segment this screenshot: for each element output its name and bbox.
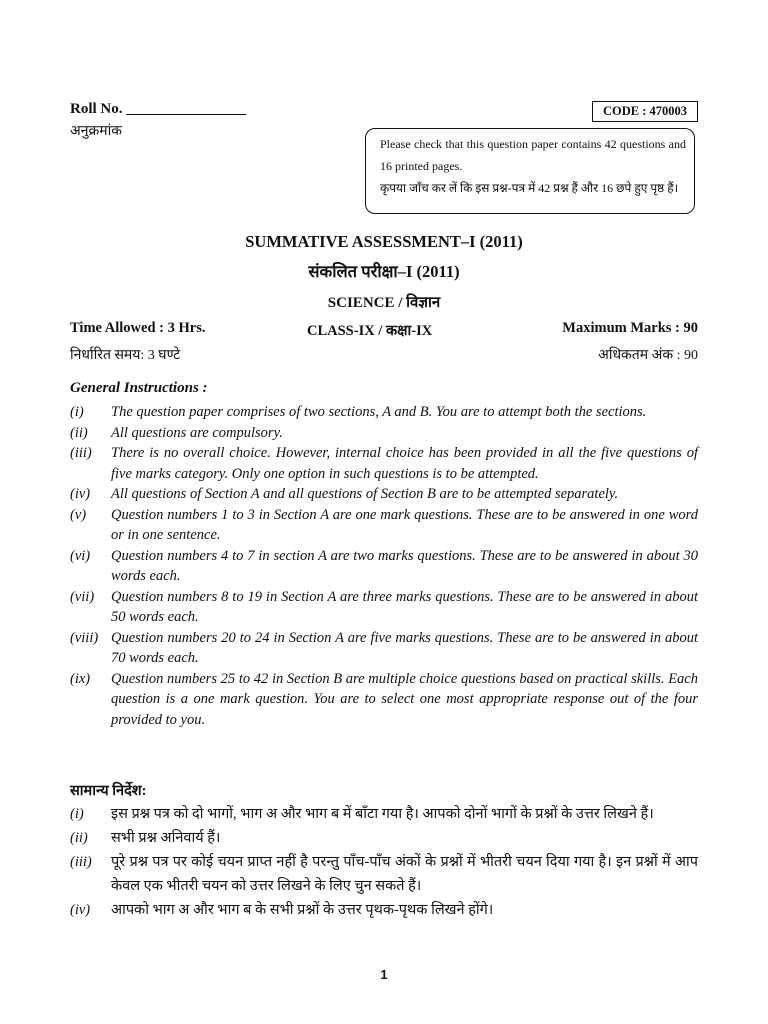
item-text: All questions of Section A and all questions of Section B are to be attempted separately. bbox=[111, 486, 619, 502]
page-check-notice bbox=[365, 128, 695, 214]
hindi-instructions-heading: सामान्य निर्देश: bbox=[70, 783, 147, 799]
item-number: (v) bbox=[70, 506, 87, 523]
list-item bbox=[70, 826, 698, 850]
item-number: (iv) bbox=[70, 486, 91, 502]
list-item bbox=[70, 484, 698, 505]
item-number: (viii) bbox=[70, 629, 99, 646]
page-number: 1 bbox=[380, 967, 388, 982]
list-item bbox=[70, 423, 698, 444]
item-text: There is no overall choice. However, internal choice has been provided in all the five questions of five marks category. Only one option in such questions is to be attempted. bbox=[111, 445, 698, 482]
item-text: पूरे प्रश्न पत्र पर कोई चयन प्राप्त नहीं है परन्तु पाँच-पाँच अंकों के प्रश्नों में भीतरी चयन दिया गया है। इन प्रश्नों में आप केवल एक भीतरी चयन को उत्तर लिखने के लिए चुन सकते हैं। bbox=[111, 854, 698, 894]
paper-code: CODE : 470003 bbox=[592, 101, 698, 122]
item-text: Question numbers 1 to 3 in Section A are one mark questions. These are to be answered in one word or in one sentence. bbox=[111, 506, 698, 543]
item-number: (ii) bbox=[70, 830, 88, 846]
item-number: (ix) bbox=[70, 670, 91, 687]
class-label: CLASS-IX / कक्षा-IX bbox=[307, 323, 433, 339]
list-item bbox=[70, 546, 698, 587]
item-number: (i) bbox=[70, 806, 84, 822]
item-number: (vii) bbox=[70, 588, 95, 605]
item-text: All questions are compulsory. bbox=[111, 424, 283, 441]
time-allowed-hindi: निर्धारित समय: 3 घण्टे bbox=[70, 348, 181, 363]
hindi-instructions-list bbox=[70, 802, 698, 922]
general-instructions-list bbox=[70, 402, 698, 730]
page-check-english: Please check that this question paper contains 42 questions and 16 printed pages. bbox=[380, 137, 686, 173]
list-item bbox=[70, 898, 698, 922]
list-item bbox=[70, 587, 698, 628]
subject-title: SCIENCE / विज्ञान bbox=[327, 295, 441, 311]
roll-number-hindi: अनुक्रमांक bbox=[70, 124, 122, 139]
item-text: Question numbers 4 to 7 in section A are two marks questions. These are to be answered in about 30 words each. bbox=[111, 547, 698, 584]
item-text: The question paper comprises of two sections, A and B. You are to attempt both the sections. bbox=[111, 404, 647, 420]
item-text: आपको भाग अ और भाग ब के सभी प्रश्नों के उत्तर पृथक-पृथक लिखने होंगे। bbox=[111, 902, 494, 918]
exam-title: SUMMATIVE ASSESSMENT–I (2011) bbox=[245, 232, 523, 251]
list-item bbox=[70, 802, 698, 826]
list-item bbox=[70, 850, 698, 898]
item-number: (iii) bbox=[70, 445, 92, 461]
item-number: (ii) bbox=[70, 424, 88, 441]
item-text: सभी प्रश्न अनिवार्य हैं। bbox=[111, 830, 221, 846]
list-item bbox=[70, 669, 698, 731]
item-text: Question numbers 25 to 42 in Section B are multiple choice questions based on practical skills. Each question is a one mark question. You are to select one most appropriate response out of the four provided to you. bbox=[111, 670, 698, 728]
list-item bbox=[70, 628, 698, 669]
list-item bbox=[70, 443, 698, 484]
general-instructions-heading: General Instructions : bbox=[70, 380, 208, 396]
roll-number-label: Roll No. ________________ bbox=[70, 101, 247, 117]
item-number: (iii) bbox=[70, 854, 92, 870]
page-check-hindi: कृपया जाँच कर लें कि इस प्रश्न-पत्र में 42 प्रश्न हैं और 16 छपे हुए पृष्ठ हैं। bbox=[380, 181, 679, 195]
exam-title-hindi: संकलित परीक्षा–I (2011) bbox=[308, 262, 460, 281]
time-allowed: Time Allowed : 3 Hrs. bbox=[70, 320, 206, 336]
list-item bbox=[70, 505, 698, 546]
item-number: (i) bbox=[70, 404, 84, 420]
maximum-marks: Maximum Marks : 90 bbox=[562, 320, 698, 336]
maximum-marks-hindi: अधिकतम अंक : 90 bbox=[598, 348, 698, 363]
item-number: (vi) bbox=[70, 547, 91, 564]
item-text: इस प्रश्न पत्र को दो भागों, भाग अ और भाग ब में बाँटा गया है। आपको दोनों भागों के प्रश्नों के उत्तर लिखने हैं। bbox=[111, 806, 654, 822]
item-text: Question numbers 8 to 19 in Section A are three marks questions. These are to be answered in about 50 words each. bbox=[111, 588, 698, 625]
item-text: Question numbers 20 to 24 in Section A are five marks questions. These are to be answered in about 70 words each. bbox=[111, 629, 698, 666]
list-item bbox=[70, 402, 698, 423]
item-number: (iv) bbox=[70, 902, 91, 918]
